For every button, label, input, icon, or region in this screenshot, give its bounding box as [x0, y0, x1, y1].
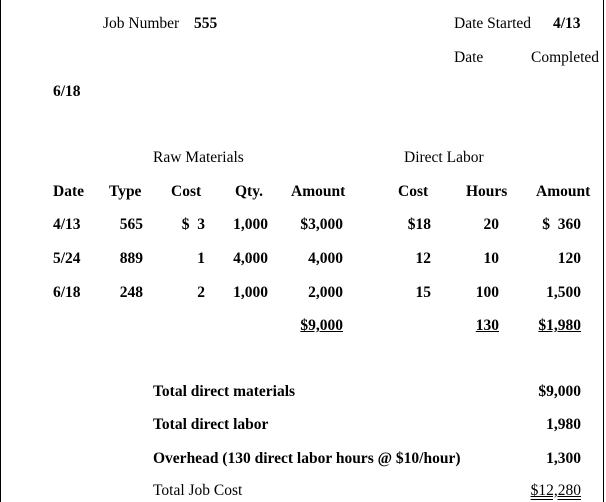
- col-dl-cost: Cost: [398, 183, 429, 200]
- row-qty: 4,000: [233, 250, 268, 267]
- row-rm-amount: $3,000: [300, 216, 343, 233]
- row-date: 4/13: [53, 216, 81, 233]
- total-job-cost-label: Total Job Cost: [153, 482, 243, 499]
- col-dl-amount: Amount: [536, 183, 591, 200]
- row-rm-amount: 4,000: [308, 250, 343, 267]
- date-completed-label-2: Completed: [531, 49, 600, 66]
- direct-labor-heading: Direct Labor: [404, 149, 484, 166]
- row-rm-cost: $ 3: [181, 216, 205, 233]
- row-hours: 20: [483, 216, 499, 233]
- row-dl-amount: 120: [557, 250, 581, 267]
- total-hours: 130: [475, 317, 499, 334]
- col-rm-amount: Amount: [291, 183, 346, 200]
- job-number-value: 555: [194, 15, 218, 32]
- row-dl-amount: $ 360: [542, 216, 581, 233]
- total-dl-amount: $1,980: [538, 317, 581, 334]
- row-dl-amount: 1,500: [546, 284, 581, 301]
- row-rm-cost: 1: [197, 250, 205, 267]
- date-started-value: 4/13: [553, 15, 581, 32]
- summary-value-materials: $9,000: [538, 383, 581, 400]
- total-job-cost-value: $12,280: [530, 482, 581, 499]
- row-dl-cost: 12: [415, 250, 431, 267]
- job-number-label: Job Number: [103, 15, 180, 32]
- summary-label-labor: Total direct labor: [153, 416, 269, 433]
- row-type: 248: [119, 284, 143, 301]
- date-completed-value: 6/18: [53, 83, 81, 100]
- col-date: Date: [53, 183, 84, 200]
- row-type: 565: [119, 216, 143, 233]
- row-date: 6/18: [53, 284, 81, 301]
- raw-materials-heading: Raw Materials: [153, 149, 244, 166]
- date-completed-label-1: Date: [454, 49, 484, 66]
- col-qty: Qty.: [235, 183, 263, 200]
- row-rm-amount: 2,000: [308, 284, 343, 301]
- row-qty: 1,000: [233, 284, 268, 301]
- row-type: 889: [119, 250, 143, 267]
- row-rm-cost: 2: [197, 284, 205, 301]
- summary-value-overhead: 1,300: [546, 450, 581, 467]
- total-rm-amount: $9,000: [300, 317, 343, 334]
- col-rm-cost: Cost: [171, 183, 202, 200]
- row-dl-cost: 15: [415, 284, 431, 301]
- col-hours: Hours: [466, 183, 508, 200]
- row-qty: 1,000: [233, 216, 268, 233]
- row-hours: 10: [483, 250, 499, 267]
- row-hours: 100: [475, 284, 499, 301]
- date-started-label: Date Started: [454, 15, 532, 32]
- row-date: 5/24: [53, 250, 81, 267]
- col-type: Type: [109, 183, 142, 200]
- summary-label-overhead: Overhead (130 direct labor hours @ $10/hour): [153, 450, 461, 467]
- summary-label-materials: Total direct materials: [153, 383, 296, 400]
- row-dl-cost: $18: [407, 216, 431, 233]
- summary-value-labor: 1,980: [546, 416, 581, 433]
